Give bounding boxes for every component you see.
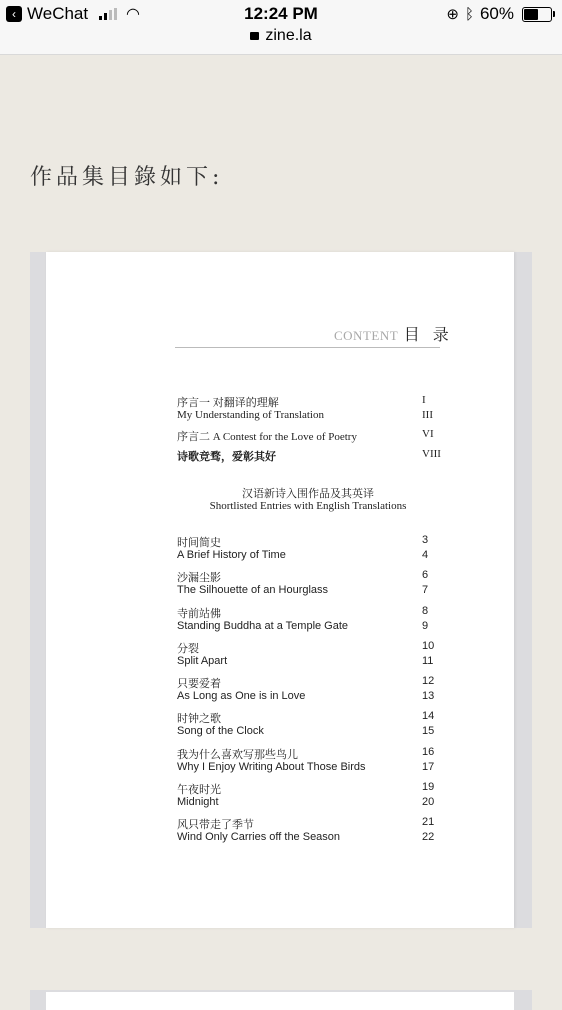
entry-title-zh: 我为什么喜欢写那些鸟儿 [177,749,298,761]
toc-title-en: CONTENT [334,328,398,343]
status-right [446,4,552,24]
entry-title-zh: 沙漏尘影 [177,572,221,584]
toc-divider [175,347,440,348]
entry-page: 7 [422,584,429,596]
preface-page: I [422,394,426,406]
entry-title-en: Why I Enjoy Writing About Those Birds [177,761,366,773]
entry-title-en: As Long as One is in Love [177,690,306,702]
url-text: zine.la [265,27,312,44]
entry-title-en: Wind Only Carries off the Season [177,831,341,843]
clock: 12:24 PM [244,4,318,23]
toc-title [334,322,453,345]
entry-page: 14 [422,710,435,722]
entry-title-en: Split Apart [177,655,228,667]
entry-title-zh: 寺前站佛 [177,608,221,620]
entry-page: 15 [422,725,435,737]
entry-title-zh: 只要爱着 [177,678,221,690]
preface-page: VI [422,428,434,440]
entry-page: 11 [422,655,434,667]
next-page-preview [30,990,532,1010]
entry-page: 13 [422,690,435,702]
entry-title-en: Standing Buddha at a Temple Gate [177,620,349,632]
entry-title-en: The Silhouette of an Hourglass [177,584,329,596]
entry-page: 12 [422,675,435,687]
url-bar[interactable] [0,27,562,45]
section-title-zh: 汉语新诗入围作品及其英译 [242,488,374,500]
entry-title-zh: 时间简史 [177,537,221,549]
preface-label: 序言二 A Contest for the Love of Poetry [177,431,357,443]
page-heading: 作品集目錄如下: [30,165,224,190]
preface-label: 序言一 对翻译的理解 [177,397,279,409]
preface-label: 诗歌竞骛，爱彰其好 [177,451,276,463]
preface-page: VIII [422,448,441,460]
preface-page: III [422,409,433,421]
section-title-en: Shortlisted Entries with English Translations [209,500,407,512]
entry-page: 17 [422,761,435,773]
entry-page: 16 [422,746,435,758]
entry-title-zh: 午夜时光 [177,784,221,796]
back-app-label[interactable]: WeChat [27,4,89,23]
battery-percent: 60% [479,4,514,23]
wifi-icon: ◠ [126,6,140,23]
entry-page: 20 [422,796,435,808]
bluetooth-icon: ᛒ [464,5,474,23]
rotation-lock-icon: ⊕ [446,6,459,23]
entry-title-zh: 分裂 [177,643,199,655]
entry-title-en: Midnight [177,796,219,808]
entry-page: 19 [422,781,435,793]
entry-title-en: A Brief History of Time [177,549,286,561]
entry-page: 9 [422,620,429,632]
entry-title-zh: 时钟之歌 [177,713,221,725]
lock-icon [250,32,259,40]
entry-page: 3 [422,534,429,546]
entry-page: 21 [422,816,435,828]
next-page-sheet [46,992,514,1010]
preface-label: My Understanding of Translation [177,409,324,421]
entry-page: 8 [422,605,429,617]
battery-fill [524,9,538,20]
entry-page: 4 [422,549,429,561]
entry-page: 22 [422,831,435,843]
entry-page: 6 [422,569,429,581]
toc-title-zh: 目 录 [403,325,453,344]
entry-title-en: Song of the Clock [177,725,264,737]
back-to-app-icon[interactable]: ‹ [6,6,22,22]
status-bar [0,0,562,55]
entry-title-zh: 风只带走了季节 [177,819,254,831]
entry-page: 10 [422,640,435,652]
battery-icon [522,7,552,22]
